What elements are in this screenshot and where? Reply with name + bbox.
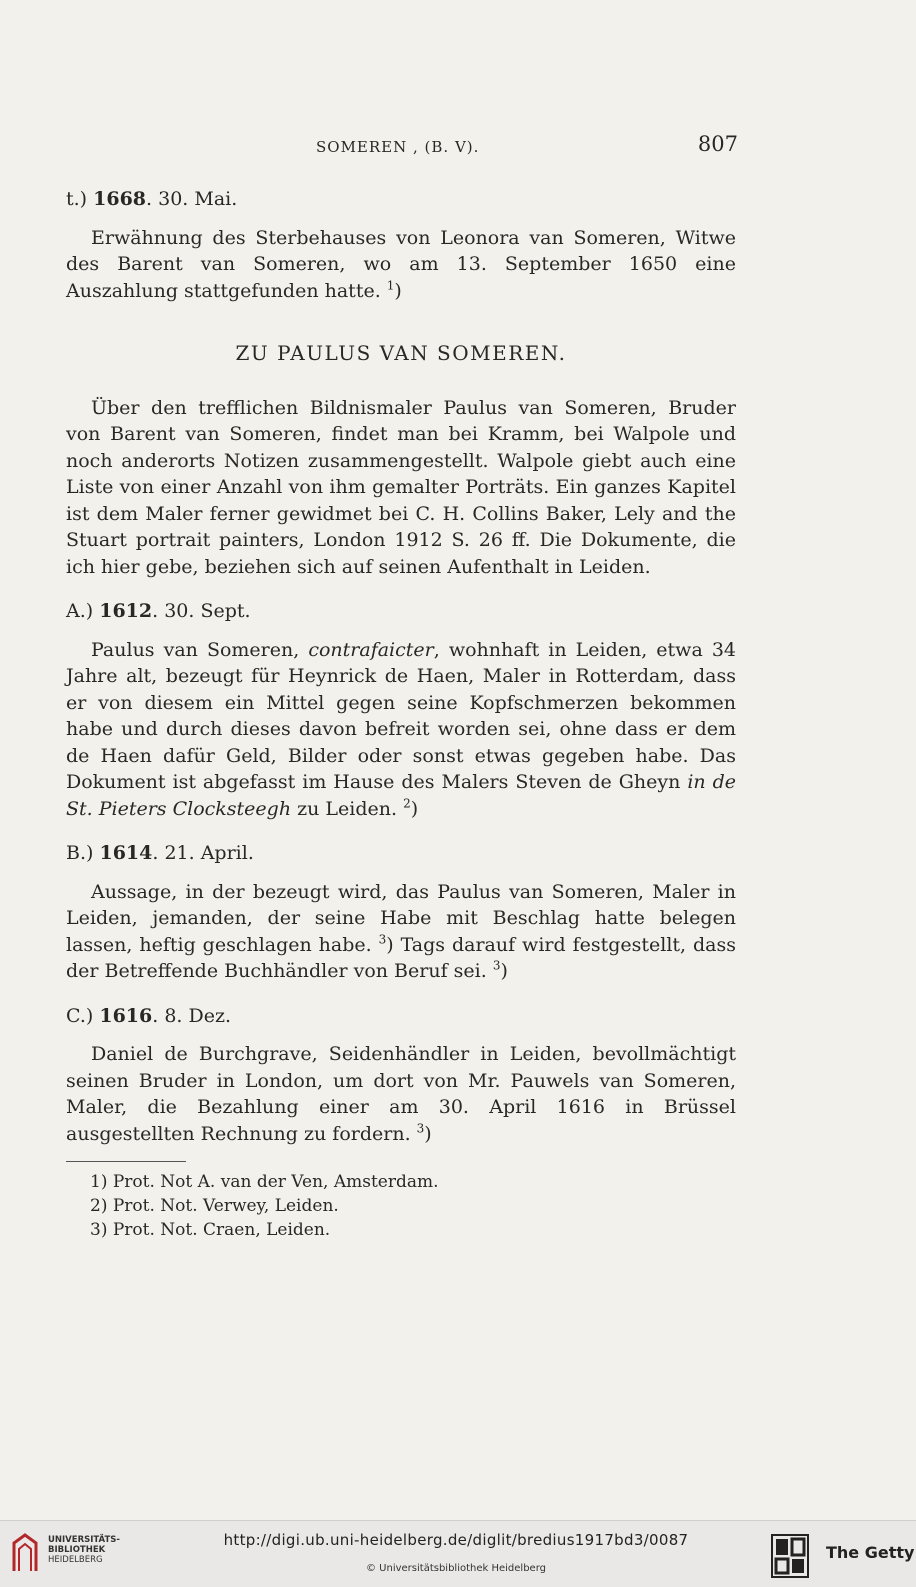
footnote-divider <box>66 1161 186 1162</box>
footnote-ref: 3 <box>416 1121 425 1136</box>
entry-a-heading <box>66 598 736 625</box>
footnote-ref: 3 <box>378 932 387 947</box>
page-number: 807 <box>697 132 738 156</box>
university-library-logo-icon <box>10 1531 40 1575</box>
entry-year: 1616 <box>99 1004 153 1027</box>
entry-year: 1668 <box>93 188 147 210</box>
entry-c-heading <box>66 1003 736 1030</box>
footnote-3: 3) Prot. Not. Craen, Leiden. <box>90 1220 331 1240</box>
entry-b-paragraph: Aussage, in der bezeugt wird, das Paulus van Someren, Maler in Leiden, jemanden, der seine Habe mit Beschlag hatte belegen lassen, heftig geschlagen habe. $^3$) Tags darauf wird festgestellt, dass der Betreffende Buchhändler von Beruf sei. $^3$) <box>66 880 737 982</box>
section-title: ZU PAULUS VAN SOMEREN. <box>235 341 567 365</box>
footnote-ref: 3 <box>492 958 501 973</box>
page-header <box>66 134 738 162</box>
entry-t-heading <box>66 186 736 213</box>
getty-name: The Getty <box>826 1543 915 1562</box>
permalink-url[interactable]: http://digi.ub.uni-heidelberg.de/diglit/bredius1917bd3/0087 <box>223 1531 689 1549</box>
entry-year: 1612 <box>99 600 153 622</box>
entry-label: A.) <box>66 600 100 622</box>
entry-year: 1614 <box>99 842 153 864</box>
entry-date: . 30. Sept. <box>152 600 251 622</box>
running-title: SOMEREN , (B. V). <box>316 138 480 156</box>
copyright-notice: © Universitätsbibliothek Heidelberg <box>365 1563 546 1574</box>
entry-t-paragraph: Erwähnung des Sterbehauses von Leonora van Someren, Witwe des Barent van Someren, wo am 13. September 1650 eine Auszahlung stattgefunden hatte. $^1$) <box>66 226 736 302</box>
entry-label: t.) <box>66 188 94 210</box>
entry-b-heading <box>66 840 736 867</box>
footnote-ref: 1 <box>386 278 395 293</box>
entry-label: B.) <box>66 842 100 864</box>
footnote-ref: 2 <box>403 796 411 811</box>
viewer-footer <box>0 1520 916 1587</box>
intro-paragraph: Über den trefflichen Bildnismaler Paulus van Someren, Bruder von Barent van Someren, findet man bei Kramm, bei Walpole und noch anderorts Notizen zusammengestellt. Walpole giebt auch eine Liste von einer Anzahl von ihm gemalter Porträts. Ein ganzes Kapitel ist dem Maler ferner gewidmet bei C. H. Collins Baker, Lely and the Stuart portrait painters, London 1912 S. 26 ff. Die Dokumente, die ich hier gebe, beziehen sich auf seinen Aufenthalt in Leiden. <box>66 396 736 578</box>
italic-place: in de St. Pieters Clocksteegh <box>66 771 736 820</box>
getty-logo-icon <box>770 1533 810 1579</box>
italic-term: contrafaicter <box>308 638 434 661</box>
university-library-name: UNIVERSITÄTS- BIBLIOTHEK HEIDELBERG <box>48 1535 120 1565</box>
entry-date: . 30. Mai. <box>146 188 238 210</box>
footnotes <box>66 1170 736 1242</box>
body-text <box>66 186 736 1242</box>
entry-date: . 8. Dez. <box>152 1004 232 1027</box>
entry-date: . 21. April. <box>152 842 254 864</box>
footnote-1: 1) Prot. Not A. van der Ven, Amsterdam. <box>90 1172 439 1192</box>
entry-label: C.) <box>66 1004 100 1027</box>
footnote-2: 2) Prot. Not. Verwey, Leiden. <box>90 1196 339 1216</box>
entry-a-paragraph: Paulus van Someren, contrafaicter, wohnhaft in Leiden, etwa 34 Jahre alt, bezeugt für Heynrick de Haen, Maler in Rotterdam, dass er von diesem ein Mittel gegen seine Kopfschmerzen bekommen habe und durch dieses davon befreit worden sei, ohne dass er dem de Haen dafür Geld, Bilder oder sonst etwas gegeben habe. Das Dokument ist abgefasst im Hause des Malers Steven de Gheyn in de St. Pieters Clocksteegh zu Leiden. $^2$) <box>66 638 736 820</box>
entry-c-paragraph: Daniel de Burchgrave, Seidenhändler in Leiden, bevollmächtigt seinen Bruder in London, um dort von Mr. Pauwels van Someren, Maler, die Bezahlung einer am 30. April 1616 in Brüssel ausgestellten Rechnung zu fordern. $^3$) <box>66 1043 736 1145</box>
